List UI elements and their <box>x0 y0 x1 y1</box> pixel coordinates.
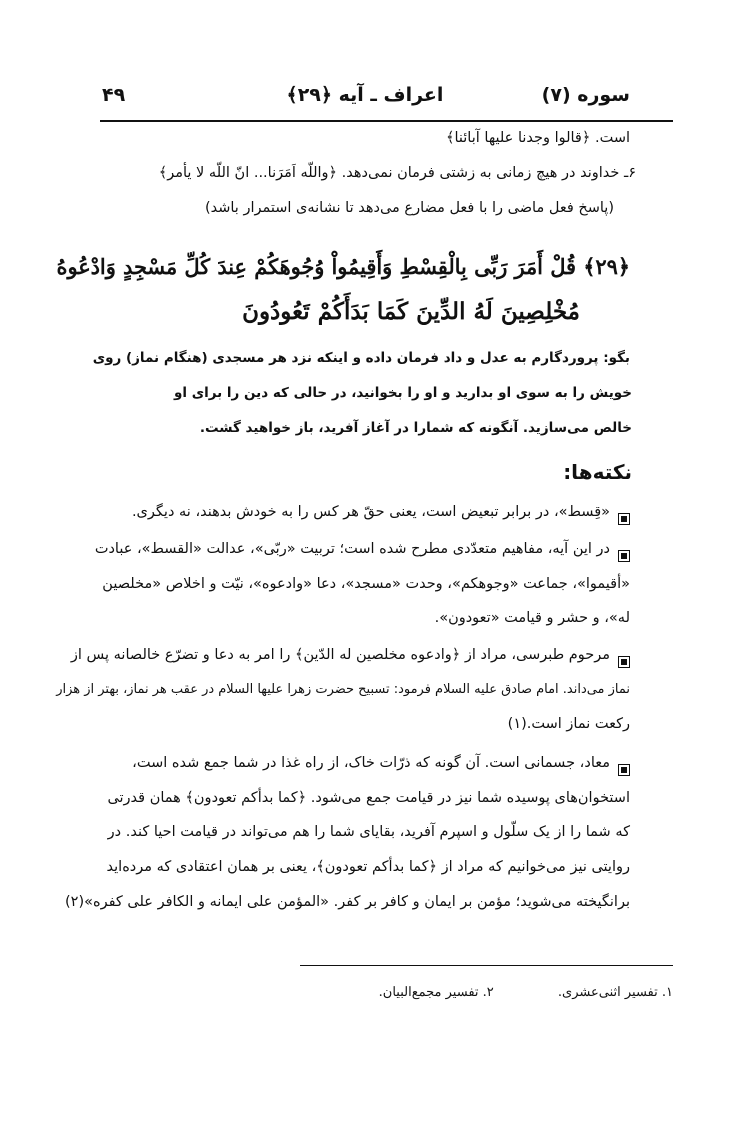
notes-heading: نکته‌ها: <box>563 460 632 484</box>
note-3-line-3: رکعت نماز است.(۱) <box>507 716 630 732</box>
note-4-line-3: که شما را از یک سلّول و اسپرم آفرید، بقایای شما را هم می‌تواند در قیامت احیا کند. در <box>107 824 630 840</box>
note-2-line-1: در این آیه، مفاهیم متعدّدی مطرح شده است؛ تربیت «ربّی»، عدالت «القسط»، عبادت <box>94 541 610 557</box>
note-2-line-2: «أقیموا»، جماعت «وجوهکم»، وحدت «مسجد»، دعا «وادعوه»، نیّت و اخلاص «مخلصین <box>102 576 630 592</box>
note-3-line-1: مرحوم طبرسی، مراد از ﴿وادعوه مخلصین له الدّین﴾ را امر به دعا و تضرّع خالصانه پس از <box>70 647 610 663</box>
verse-line-2: مُخْلِصِینَ لَهُ الدِّینَ كَمَا بَدَأَكُمْ تَعُودُونَ <box>242 298 580 325</box>
bullet-icon <box>618 550 630 562</box>
note-3-line-2: نماز می‌داند. امام صادق علیه السلام فرمود: تسبیح حضرت زهرا علیها السلام در عقب هر نماز، بهتر از هزار <box>56 682 630 697</box>
intro-line-1: است. ﴿قالوا وجدنا علیها آبائنا﴾ <box>445 130 630 146</box>
surah-label: سوره (۷) <box>541 84 630 106</box>
footnote-divider <box>300 965 673 966</box>
surah-verse-title: اعراف ـ آیه ﴿۲۹﴾ <box>286 84 444 106</box>
note-2-line-3: له»، و حشر و قیامت «تعودون». <box>434 610 630 626</box>
footnote-1: ۱. تفسیر اثنی‌عشری. <box>557 985 673 1000</box>
note-4-line-4: روایتی نیز می‌خوانیم که مراد از ﴿کما بدأکم تعودون﴾، یعنی بر همان اعتقادی که مرده‌اید <box>106 859 630 875</box>
note-1-line-1: «قِسط»، در برابر تبعیض است، یعنی حقّ هر کس را به خودش بدهند، نه دیگری. <box>131 504 610 520</box>
translation-line-1: بگو: پروردگارم به عدل و داد فرمان داده و اینکه نزد هر مسجدی (هنگام نماز) روی <box>92 350 630 366</box>
translation-line-3: خالص می‌سازید. آنگونه که شمارا در آغاز آفرید، باز خواهید گشت. <box>199 420 632 436</box>
note-4-line-5: برانگیخته می‌شوید؛ مؤمن بر ایمان و کافر بر کفر. «المؤمن علی ایمانه و الکافر علی کفره»(۲) <box>64 894 630 910</box>
verse-line-1: ﴿۲۹﴾ قُلْ أَمَرَ رَبِّی بِالْقِسْطِ وَأَقِیمُواْ وُجُوهَكُمْ عِندَ كُلِّ مَسْجِدٍ وَادْعُوهُ <box>56 254 630 279</box>
footnotes <box>319 985 673 1000</box>
page-header <box>100 84 630 118</box>
bullet-icon <box>618 656 630 668</box>
page-number: ۴۹ <box>102 84 126 106</box>
bullet-icon <box>618 764 630 776</box>
intro-line-3: (پاسخ فعل ماضی را با فعل مضارع می‌دهد تا نشانه‌ی استمرار باشد) <box>204 200 614 216</box>
note-4-line-2: استخوان‌های پوسیده شما نیز در قیامت جمع می‌شود. ﴿کما بدأکم تعودون﴾ همان قدرتی <box>107 790 630 806</box>
footnote-2: ۲. تفسیر مجمع‌البیان. <box>378 985 494 1000</box>
intro-line-2: ۶ـ خداوند در هیچ زمانی به زشتی فرمان نمی‌دهد. ﴿واللّه اَمَرَنا... انّ اللّه لا یأمر﴾ <box>158 165 636 181</box>
header-divider <box>100 120 673 122</box>
translation-line-2: خویش را به سوی او بدارید و او را بخوانید، در حالی که دین را برای او <box>174 385 632 401</box>
note-4-line-1: معاد، جسمانی است. آن گونه که ذرّات خاک، از راه غذا در شما جمع شده است، <box>132 755 610 771</box>
bullet-icon <box>618 513 630 525</box>
